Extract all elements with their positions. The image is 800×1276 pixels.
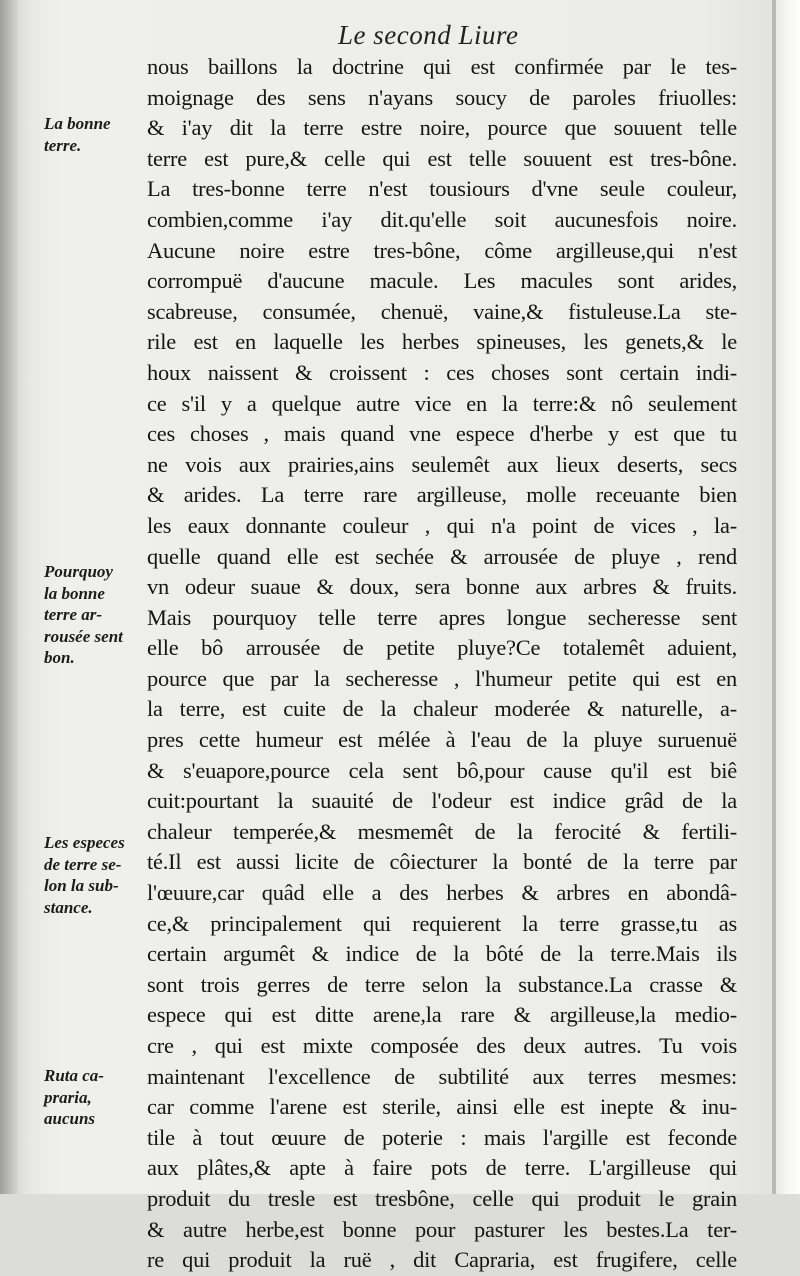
body-line: scabreuse, consumée, chenuë, vaine,& fistuleuse.La ste- bbox=[147, 298, 737, 324]
body-line: nous baillons la doctrine qui est confirmée par le tes- bbox=[147, 54, 737, 79]
body-line: certain argumêt & indice de la bôté de la terre.Mais ils bbox=[147, 941, 737, 967]
body-line: elle bô arrousée de petite pluye?Ce totalemêt aduient, bbox=[147, 635, 737, 661]
page-edge bbox=[772, 0, 776, 1194]
body-line: té.Il est aussi licite de côiecturer la bonté de la terre par bbox=[147, 849, 737, 875]
body-text bbox=[147, 52, 737, 1276]
body-line: ce,& principalement qui requierent la terre grasse,tu as bbox=[147, 910, 737, 936]
margin-note-ruta bbox=[44, 1065, 150, 1130]
body-line: les eaux donnante couleur , qui n'a point de vices , la- bbox=[147, 512, 737, 538]
body-line: Mais pourquoy telle terre apres longue secheresse sent bbox=[147, 604, 737, 630]
body-line: vn odeur suaue & doux, sera bonne aux arbres & fruits. bbox=[147, 574, 737, 600]
body-line: ne vois aux prairies,ains seulemêt aux lieux deserts, secs bbox=[147, 451, 737, 477]
body-line: La tres-bonne terre n'est tousiours d'vne seule couleur, bbox=[147, 176, 737, 202]
body-line: ce s'il y a quelque autre vice en la terre:& nô seulement bbox=[147, 390, 737, 416]
body-line: Aucune noire estre tres-bône, côme argilleuse,qui n'est bbox=[147, 237, 737, 263]
margin-note-line: la bonne bbox=[44, 583, 105, 603]
body-line: l'œuure,car quâd elle a des herbes & arbres en abondâ- bbox=[147, 880, 737, 906]
body-line: rile est en laquelle les herbes spineuses, les genets,& le bbox=[147, 329, 737, 355]
body-line: houx naissent & croissent : ces choses sont certain indi- bbox=[147, 359, 737, 385]
body-line: espece qui est ditte arene,la rare & argilleuse,la medio- bbox=[147, 1002, 737, 1028]
body-line: quelle quand elle est sechée & arrousée de pluye , rend bbox=[147, 543, 737, 569]
body-line: pource que par la secheresse , l'humeur petite qui est en bbox=[147, 665, 737, 691]
body-line: cuit:pourtant la suauité de l'odeur est indice grâd de la bbox=[147, 788, 737, 814]
body-line: re qui produit la ruë , dit Capraria, est frugifere, celle bbox=[147, 1247, 737, 1273]
margin-note-line: terre ar- bbox=[44, 605, 103, 624]
body-line: chaleur temperée,& mesmemêt de la ferocité & fertili- bbox=[147, 818, 737, 844]
body-line: produit du tresle est tresbône, celle qui produit le grain bbox=[147, 1185, 737, 1211]
running-head: Le second Liure bbox=[338, 20, 519, 50]
margin-note-line: La bonne bbox=[44, 114, 111, 133]
body-line: & arides. La terre rare argilleuse, molle receuante bien bbox=[147, 482, 737, 508]
margin-note-line: Les especes bbox=[44, 833, 125, 852]
body-line: cre , qui est mixte composée des deux autres. Tu vois bbox=[147, 1033, 737, 1058]
margin-note-line: praria, bbox=[44, 1087, 92, 1107]
body-line: moignage des sens n'ayans soucy de paroles friuolles: bbox=[147, 84, 737, 110]
margin-note-especes bbox=[44, 832, 150, 918]
margin-note-line: rousée sent bbox=[44, 626, 123, 646]
margin-note-line: bon. bbox=[44, 648, 75, 667]
margin-note-bonne-terre bbox=[44, 113, 150, 156]
body-line: sont trois gerres de terre selon la substance.La crasse & bbox=[147, 971, 737, 997]
body-line: & autre herbe,est bonne pour pasturer les bestes.La ter- bbox=[147, 1216, 737, 1242]
body-line: aux plâtes,& apte à faire pots de terre. L'argilleuse qui bbox=[147, 1155, 737, 1181]
margin-note-line: lon la sub- bbox=[44, 876, 119, 895]
margin-note-line: terre. bbox=[44, 135, 82, 155]
margin-note-line: de terre se- bbox=[44, 854, 122, 874]
body-line: tile à tout œuure de poterie : mais l'argille est feconde bbox=[147, 1124, 737, 1150]
margin-note-pourquoy bbox=[44, 561, 150, 669]
body-line: la terre, est cuite de la chaleur moderée & naturelle, a- bbox=[147, 696, 737, 722]
body-line: pres cette humeur est mélée à l'eau de la pluye suruenuë bbox=[147, 727, 737, 753]
body-line: ces choses , mais quand vne espece d'herbe y est que tu bbox=[147, 421, 737, 447]
margin-note-line: stance. bbox=[44, 897, 93, 917]
body-line: car comme l'arene est sterile, ainsi elle est inepte & inu- bbox=[147, 1094, 737, 1120]
body-line: & s'euapore,pource cela sent bô,pour cause qu'il est biê bbox=[147, 757, 737, 783]
binding-shadow bbox=[0, 0, 18, 1194]
body-line: maintenant l'excellence de subtilité aux terres mesmes: bbox=[147, 1063, 737, 1089]
body-line: terre est pure,& celle qui est telle souuent est tres-bône. bbox=[147, 145, 737, 171]
margin-note-line: Pourquoy bbox=[44, 562, 113, 581]
body-line: combien,comme i'ay dit.qu'elle soit aucunesfois noire. bbox=[147, 206, 737, 232]
body-line: & i'ay dit la terre estre noire, pource que souuent telle bbox=[147, 115, 737, 141]
body-line: corrompuë d'aucune macule. Les macules sont arides, bbox=[147, 268, 737, 294]
margin-note-line: aucuns bbox=[44, 1109, 96, 1128]
margin-note-line: Ruta ca- bbox=[44, 1066, 104, 1085]
